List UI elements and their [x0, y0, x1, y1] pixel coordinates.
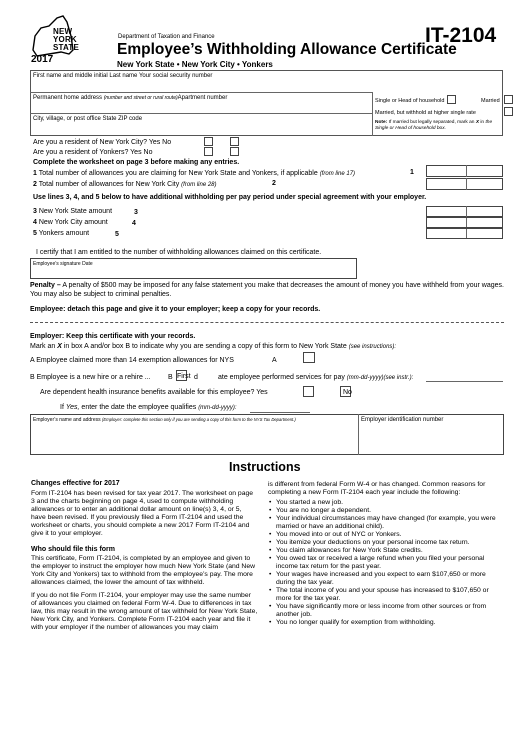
department-name: Department of Taxation and Finance	[118, 34, 215, 40]
detach-instruction: Employee: detach this page and give it to your employer; keep a copy for your records.	[30, 306, 321, 313]
address-field[interactable]	[33, 95, 227, 102]
list-item: • You are no longer a dependent.	[268, 507, 504, 515]
box-b-date-format: (mm-dd-yyyy)	[346, 375, 384, 381]
form-number: IT-2104	[425, 24, 497, 47]
list-item: • You started a new job.	[268, 499, 504, 507]
nyc-no-checkbox[interactable]	[230, 137, 239, 146]
list-item: • You moved into or out of NYC or Yonkers.	[268, 531, 504, 539]
changes-heading: Changes effective for 2017	[31, 480, 120, 487]
line-2	[33, 181, 217, 190]
list-item: • You have significantly more or less income from other sources or from another job.	[268, 603, 504, 619]
line-5-mark: 5	[115, 231, 119, 238]
line-2-ref: (from line 28)	[181, 182, 217, 188]
line-4	[33, 219, 108, 228]
mark-text-1: Mark an	[30, 343, 56, 350]
first-date-field[interactable]	[426, 381, 503, 382]
box-a-checkbox[interactable]	[303, 352, 315, 363]
line-1	[33, 170, 355, 179]
reasons-list	[268, 499, 504, 627]
logo-line-1: NEW	[53, 27, 73, 36]
line-5	[33, 230, 89, 239]
if-yes-date-format: (mm-dd-yyyy):	[198, 405, 237, 411]
health-yes-checkbox[interactable]	[303, 386, 314, 397]
marital-note	[375, 120, 505, 132]
note-in: in	[480, 120, 485, 125]
list-item: • You owed tax or received a large refund when you filed your personal income tax return for the past year.	[268, 555, 504, 571]
box-a-text: A Employee claimed more than 14 exemption allowances for NYS	[30, 357, 234, 364]
line-2-input[interactable]	[426, 178, 503, 190]
married-higher-label: Married, but withhold at higher single rate	[375, 110, 476, 116]
note-x: X	[475, 120, 480, 125]
box-b-mark: B	[168, 374, 173, 381]
box-b-text-2-line	[218, 374, 413, 383]
married-checkbox[interactable]	[504, 95, 513, 104]
if-yes-text: If	[60, 404, 64, 411]
nys-logo	[27, 14, 83, 66]
note-text-2: the Single or Head of household box.	[375, 120, 493, 131]
penalty-text: A penalty of $500 may be imposed for any false statement you make that decreases the amount of money you have withheld from your wages. You may also be subject to criminal penalties.	[30, 282, 504, 298]
list-item: • You claim allowances for New York State credits.	[268, 547, 504, 555]
nyc-yes-checkbox[interactable]	[204, 137, 213, 146]
line-1-number: 1	[33, 170, 37, 177]
box-b-first: First	[177, 373, 191, 380]
penalty-bold: Penalty –	[30, 282, 61, 289]
line-2-text: Total number of allowances for New York City	[38, 181, 180, 188]
instructions-left-column	[31, 480, 258, 632]
line-4-number: 4	[33, 219, 37, 226]
line-3-input[interactable]	[426, 206, 503, 217]
line-1-text: Total number of allowances you are claiming for New York State and Yonkers, if applicable	[38, 170, 318, 177]
who-should-file-text: This certificate, Form IT-2104, is completed by an employee and given to the employer to instruct the employer how much New York State (and New York City and Yonkers) tax to withhold from the employee’s pay. The more allowances claimed, the lower the amount of tax withheld.	[31, 555, 256, 586]
logo-line-3: STATE	[53, 43, 80, 52]
line-3	[33, 208, 112, 217]
name-field[interactable]: First name and middle initial Last name Your social security number	[33, 73, 213, 79]
note-label: Note:	[375, 120, 388, 125]
if-yes-text-2: enter the date the employee qualifies	[81, 404, 197, 411]
list-item: • Your individual circumstances may have changed (for example, you were married or have an additional child).	[268, 515, 504, 531]
line-5-input[interactable]	[426, 228, 503, 239]
instructions-right-column	[268, 481, 504, 627]
line-2-number: 2	[33, 181, 37, 188]
line-1-mark: 1	[410, 169, 414, 176]
list-item: • You no longer qualify for exemption from withholding.	[268, 619, 504, 627]
additional-withholding-heading: Use lines 3, 4, and 5 below to have additional withholding per pay period under special agreement with your employer.	[33, 194, 427, 201]
line-4-mark: 4	[132, 220, 136, 227]
nyc-resident-question: Are you a resident of New York City? Yes No	[33, 139, 172, 146]
health-question: Are dependent health insurance benefits available for this employee? Yes	[40, 389, 268, 396]
address-label: Permanent home address	[33, 95, 103, 101]
line-3-number: 3	[33, 208, 37, 215]
if-yes-line	[60, 404, 237, 413]
box-b-see: (see instr.):	[383, 375, 414, 381]
list-item: • The total income of you and your spouse has increased to $107,650 or more for the tax year.	[268, 587, 504, 603]
health-no-label: No	[343, 389, 352, 396]
form-subtitle: New York State • New York City • Yonkers	[117, 60, 273, 69]
certify-statement: I certify that I am entitled to the number of withholding allowances claimed on this certificate.	[36, 249, 322, 256]
employer-heading: Employer: Keep this certificate with your records.	[30, 333, 196, 340]
line-5-number: 5	[33, 230, 37, 237]
instructions-heading: Instructions	[229, 460, 301, 474]
list-item: • You itemize your deductions on your personal income tax return.	[268, 539, 504, 547]
line-2-mark: 2	[272, 180, 276, 187]
married-label: Married	[481, 98, 500, 104]
apartment-label: Apartment number	[177, 95, 228, 101]
form-year: 2017	[31, 54, 54, 65]
box-b-text	[30, 374, 151, 383]
list-item: • Your wages have increased and you expect to earn $107,650 or more during the tax year.	[268, 571, 504, 587]
mark-text-2: in box A and/or box B to indicate why you are sending a copy of this form to New York State	[63, 343, 347, 350]
section-divider	[30, 322, 504, 323]
city-field[interactable]: City, village, or post office State ZIP code	[33, 116, 143, 122]
employer-name-address-field[interactable]	[33, 417, 296, 423]
if-yes-bold: Yes,	[65, 404, 80, 411]
box-a-mark: A	[272, 357, 277, 364]
signature-label: Employee’s signature Date	[33, 261, 93, 267]
penalty-statement	[30, 282, 505, 299]
yonkers-no-checkbox[interactable]	[230, 147, 239, 156]
box-b-text-2: ate employee performed services for pay	[218, 374, 345, 381]
line-3-mark: 3	[134, 209, 138, 216]
married-higher-checkbox[interactable]	[504, 107, 513, 116]
mark-ref: (see instructions):	[348, 344, 397, 350]
yonkers-resident-question: Are you a resident of Yonkers? Yes No	[33, 149, 153, 156]
mark-x: X	[57, 343, 62, 350]
single-label: Single or Head of household	[375, 98, 445, 104]
who-should-file-heading: Who should file this form	[31, 545, 115, 553]
address-note: (number and street or rural route)	[103, 95, 178, 101]
if-not-filed-text: If you do not file Form IT-2104, your employer may use the same number of allowances you claimed on federal Form W-4. Due to differences in tax law, this may result in the wrong amount of tax withheld for New York State, New York City, and Yonkers. Complete Form IT-2104 each year and file it with your employer if the number of allowances you may claim	[31, 592, 258, 631]
employer-name-address-note: (Employer: complete this section only if you are sending a copy of this form to the NYS Tax Department.)	[102, 417, 296, 422]
line-5-text: Yonkers amount	[38, 230, 90, 237]
yonkers-yes-checkbox[interactable]	[204, 147, 213, 156]
worksheet-instruction: Complete the worksheet on page 3 before making any entries.	[33, 159, 240, 166]
logo-line-2: YORK	[53, 35, 77, 44]
single-checkbox[interactable]	[447, 95, 456, 104]
line-4-text: New York City amount	[38, 219, 108, 226]
employer-name-address-label: Employer’s name and address	[33, 417, 101, 423]
line-1-input[interactable]	[426, 165, 503, 177]
mark-instruction	[30, 343, 396, 352]
line-4-input[interactable]	[426, 217, 503, 228]
box-b-d: d	[194, 374, 198, 381]
line-1-ref: (from line 17)	[319, 171, 356, 177]
changes-text: Form IT-2104 has been revised for tax year 2017. The worksheet on page 3 and the charts beginning on page 4, used to compute withholding allowances or to enter an additional dollar amount on line(s) 3, 4, or 5, have been revised. If you previously filed a Form IT-2104 and used the worksheet or charts, you should complete a new 2017 Form IT-2104 and give it to your employer.	[31, 489, 254, 537]
line-3-text: New York State amount	[38, 208, 113, 215]
note-text: If married but legally separated, mark an	[388, 120, 475, 125]
form-title: Employee’s Withholding Allowance Certificate	[117, 41, 457, 58]
qualify-date-field[interactable]	[250, 412, 310, 413]
ein-field[interactable]: Employer identification number	[361, 417, 444, 423]
right-intro-text: is different from federal Form W-4 or has changed. Common reasons for completing a new Form IT-2104 each year include the following:	[268, 481, 486, 496]
box-b-text-1: B Employee is a new hire or a rehire ...	[30, 374, 151, 381]
